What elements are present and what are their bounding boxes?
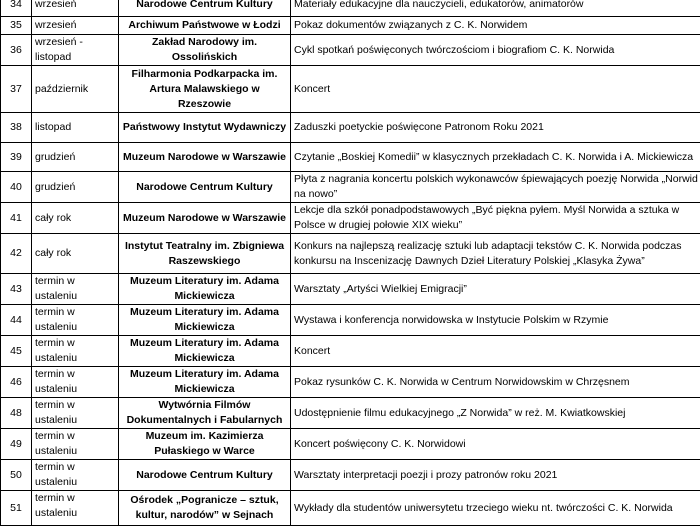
row-number: 38 — [1, 113, 32, 143]
event-description: Koncert — [291, 336, 700, 367]
institution-name: Filharmonia Podkarpacka im. Artura Malawskiego w Rzeszowie — [119, 66, 291, 113]
event-description: Pokaz rysunków C. K. Norwida w Centrum Norwidowskim w Chrzęsnem — [291, 367, 700, 398]
event-date: termin w ustaleniu — [32, 491, 119, 526]
table-row — [1, 398, 700, 429]
row-number: 42 — [1, 234, 32, 274]
event-description: Udostępnienie filmu edukacyjnego „Z Norwida” w reż. M. Kwiatkowskiej — [291, 398, 700, 429]
event-description: Konkurs na najlepszą realizację sztuki lub adaptacji tekstów C. K. Norwida podczas konkursu na Inscenizację Dawnych Dzieł Literatury Polskiej „Klasyka Żywa” — [291, 234, 700, 274]
event-date: termin w ustaleniu — [32, 429, 119, 460]
event-date: termin w ustaleniu — [32, 460, 119, 491]
institution-name: Muzeum Narodowe w Warszawie — [119, 203, 291, 234]
institution-name: Muzeum Literatury im. Adama Mickiewicza — [119, 305, 291, 336]
row-number: 46 — [1, 367, 32, 398]
row-number: 39 — [1, 143, 32, 172]
table-row — [1, 66, 700, 113]
institution-name: Państwowy Instytut Wydawniczy — [119, 113, 291, 143]
institution-name: Archiwum Państwowe w Łodzi — [119, 17, 291, 35]
row-number: 37 — [1, 66, 32, 113]
table-row — [1, 234, 700, 274]
institution-name: Zakład Narodowy im. Ossolińskich — [119, 35, 291, 66]
event-date: termin w ustaleniu — [32, 336, 119, 367]
row-number: 41 — [1, 203, 32, 234]
table-row — [1, 491, 700, 526]
institution-name: Ośrodek „Pogranicze – sztuk, kultur, narodów” w Sejnach — [119, 491, 291, 526]
event-date: grudzień — [32, 172, 119, 203]
table-row — [1, 113, 700, 143]
institution-name: Narodowe Centrum Kultury — [119, 0, 291, 17]
event-description: Pokaz dokumentów związanych z C. K. Norwidem — [291, 17, 700, 35]
institution-name: Narodowe Centrum Kultury — [119, 460, 291, 491]
event-date: termin w ustaleniu — [32, 367, 119, 398]
institution-name: Wytwórnia Filmów Dokumentalnych i Fabularnych — [119, 398, 291, 429]
event-date: październik — [32, 66, 119, 113]
event-date: termin w ustaleniu — [32, 398, 119, 429]
event-description: Materiały edukacyjne dla nauczycieli, edukatorów, animatorów — [291, 0, 700, 17]
event-description: Koncert — [291, 66, 700, 113]
institution-name: Muzeum im. Kazimierza Pułaskiego w Warce — [119, 429, 291, 460]
row-number: 36 — [1, 35, 32, 66]
table-row — [1, 203, 700, 234]
event-date: listopad — [32, 113, 119, 143]
event-date: cały rok — [32, 234, 119, 274]
event-date: wrzesień — [32, 0, 119, 17]
table-row — [1, 336, 700, 367]
event-description: Cykl spotkań poświęconych twórczościom i biografiom C. K. Norwida — [291, 35, 700, 66]
institution-name: Muzeum Literatury im. Adama Mickiewicza — [119, 274, 291, 305]
institution-name: Muzeum Literatury im. Adama Mickiewicza — [119, 367, 291, 398]
event-date: grudzień — [32, 143, 119, 172]
table-row — [1, 17, 700, 35]
event-description: Wykłady dla studentów uniwersytetu trzeciego wieku nt. twórczości C. K. Norwida — [291, 491, 700, 526]
event-description: Zaduszki poetyckie poświęcone Patronom Roku 2021 — [291, 113, 700, 143]
event-description: Koncert poświęcony C. K. Norwidowi — [291, 429, 700, 460]
table-row — [1, 305, 700, 336]
table-row — [1, 429, 700, 460]
row-number: 45 — [1, 336, 32, 367]
table-row — [1, 143, 700, 172]
table-row — [1, 460, 700, 491]
row-number: 49 — [1, 429, 32, 460]
event-description: Lekcje dla szkół ponadpodstawowych „Być piękna pyłem. Myśl Norwida a sztuka w Polsce w drugiej połowie XIX wieku” — [291, 203, 700, 234]
table-row — [1, 367, 700, 398]
event-date: termin w ustaleniu — [32, 305, 119, 336]
row-number: 40 — [1, 172, 32, 203]
event-description: Warsztaty interpretacji poezji i prozy patronów roku 2021 — [291, 460, 700, 491]
table-row — [1, 35, 700, 66]
table-row — [1, 172, 700, 203]
institution-name: Muzeum Literatury im. Adama Mickiewicza — [119, 336, 291, 367]
event-date: wrzesień - listopad — [32, 35, 119, 66]
row-number: 34 — [1, 0, 32, 17]
row-number: 51 — [1, 491, 32, 526]
event-description: Warsztaty „Artyści Wielkiej Emigracji” — [291, 274, 700, 305]
institution-name: Narodowe Centrum Kultury — [119, 172, 291, 203]
table-row — [1, 274, 700, 305]
event-description: Płyta z nagrania koncertu polskich wykonawców śpiewających poezję Norwida „Norwid na nowo” — [291, 172, 700, 203]
institution-name: Instytut Teatralny im. Zbigniewa Raszewskiego — [119, 234, 291, 274]
events-table-body — [1, 0, 700, 526]
row-number: 50 — [1, 460, 32, 491]
row-number: 43 — [1, 274, 32, 305]
event-date: wrzesień — [32, 17, 119, 35]
event-date: termin w ustaleniu — [32, 274, 119, 305]
event-description: Wystawa i konferencja norwidowska w Instytucie Polskim w Rzymie — [291, 305, 700, 336]
event-date: cały rok — [32, 203, 119, 234]
table-row — [1, 0, 700, 17]
row-number: 48 — [1, 398, 32, 429]
row-number: 44 — [1, 305, 32, 336]
event-description: Czytanie „Boskiej Komedii” w klasycznych przekładach C. K. Norwida i A. Mickiewicza — [291, 143, 700, 172]
row-number: 35 — [1, 17, 32, 35]
institution-name: Muzeum Narodowe w Warszawie — [119, 143, 291, 172]
